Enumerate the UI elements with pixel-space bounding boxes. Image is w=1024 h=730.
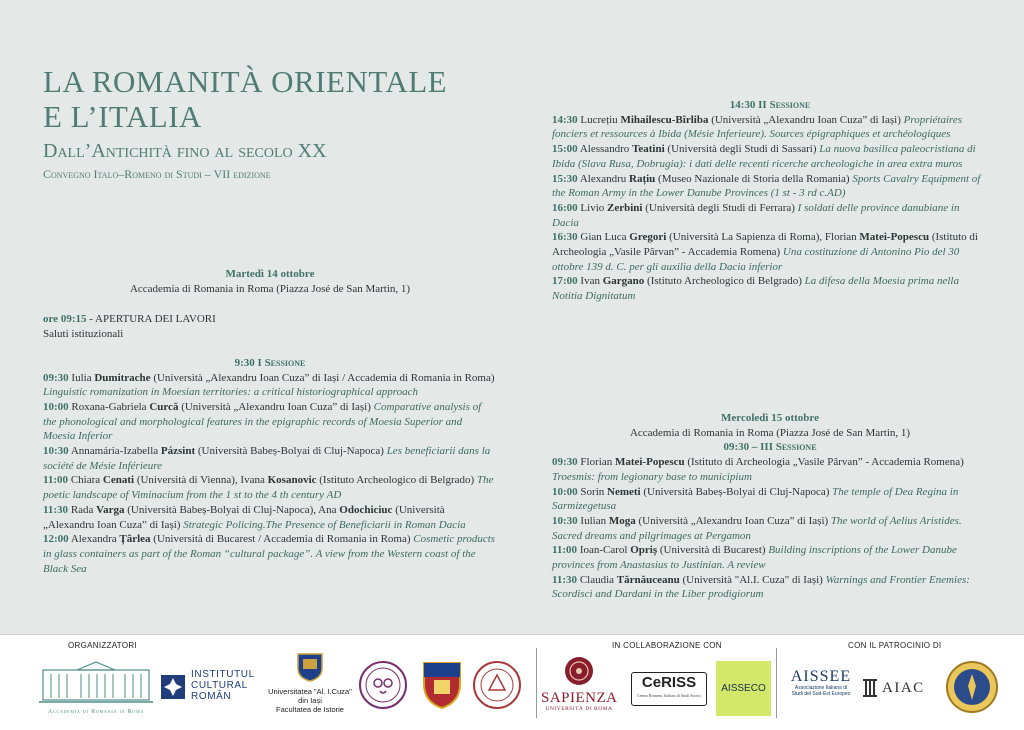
speaker-surname: Dumitrache <box>94 371 151 384</box>
sapienza-sub: UNIVERSITÀ DI ROMA <box>545 706 613 712</box>
talk-time: 17:00 <box>552 275 578 288</box>
talk-title: I soldati delle province danubiane in Dacia <box>552 201 960 229</box>
aiac-logo <box>862 678 934 702</box>
talk-time: 15:30 <box>552 172 578 185</box>
ceriss-name: CeRISS <box>641 674 697 691</box>
speaker-surname: Gargano <box>602 275 645 288</box>
speaker-surname: Opriș <box>630 544 658 557</box>
icr-logo-text <box>191 669 255 702</box>
talk-time: 15:00 <box>552 143 578 156</box>
talk-title: Comparative analysis of the phonological and morphological features in the epigraphic records of Moesia Superior and Moesia Inferior <box>43 400 482 443</box>
session1-header: 9:30 I Sessione <box>234 356 306 369</box>
speaker-firstname: Alessandro <box>577 143 633 156</box>
talk-entry <box>552 543 988 572</box>
speaker-affiliation: (Università di Vienna), Ivana <box>134 474 268 487</box>
speaker-affiliation: (Università Babeș-Bolyai di Cluj-Napoca) <box>195 445 387 458</box>
talk-entry <box>552 142 988 171</box>
aisseco-name: AISSECO <box>721 683 766 694</box>
talk-entry <box>43 473 497 502</box>
talk-entry <box>552 274 988 303</box>
talk-title: Warnings and Frontier Enemies: Scordisci and Dardani in the Liber prodigiorum <box>552 573 970 601</box>
talk-time: 10:30 <box>43 445 69 458</box>
speaker-surname: Nemeti <box>607 485 641 498</box>
talk-time: 10:00 <box>43 400 69 413</box>
talk-title: Una costituzione di Antonino Pio del 30 ottobre 139 d. C. per gli auxilia della Dacia inferior <box>552 246 960 273</box>
talk-title: Strategic Policing.The Presence of Beneficiarii in Roman Dacia <box>183 518 466 531</box>
talk-entry <box>552 230 988 274</box>
talk-title: Propriétaires fonciers et ressources à Ibida (Mésie Inferieure). Sources épigraphiques et archéologiques <box>552 113 963 141</box>
talk-time: 10:30 <box>552 514 578 527</box>
speaker-affiliation: (Università degli Studi di Ferrara) <box>642 201 798 214</box>
coauthor-affiliation: (Università „Alexandru Ioan Cuza” di Iași) <box>43 503 445 531</box>
aissee-name: AISSEE <box>790 668 852 685</box>
aissee-sub-2: Studi del Sud-Est Europeo <box>791 691 851 697</box>
talk-time: 14:30 <box>552 113 578 126</box>
ceriss-sub: Centro Romeno Italiano di Studi Storici <box>637 693 701 698</box>
patronage-label: CON IL PATROCINIO DI <box>848 641 942 650</box>
speaker-affiliation: (Università degli Studi di Sassari) <box>664 143 820 156</box>
speaker-affiliation: (Università „Alexandru Ioan Cuza” di Iași) <box>708 113 904 126</box>
title-line-2: E L’ITALIA <box>43 99 202 134</box>
opening-time: ore 09:15 <box>43 313 87 326</box>
talk-title: The world of Aelius Aristides. Sacred dreams and pilgrimages at Pergamon <box>552 514 962 542</box>
icr-line-2: CULTURAL <box>191 680 248 691</box>
talk-entry <box>552 201 988 230</box>
talk-entry <box>552 455 988 484</box>
uaic-logo <box>264 652 356 718</box>
talk-entry <box>43 444 497 473</box>
speaker-firstname: Rada <box>68 503 97 516</box>
day1-date: Martedì 14 ottobre <box>225 268 315 280</box>
speaker-firstname: Florian <box>577 456 615 469</box>
uaic-crest-icon <box>295 652 325 682</box>
owl-seal-icon <box>358 660 408 710</box>
talk-entry <box>552 485 988 514</box>
talk-entry <box>43 532 497 576</box>
day1-afternoon-column <box>552 98 988 304</box>
speaker-affiliation: (Università „Alexandru Ioan Cuza” di Iași) <box>635 514 831 527</box>
session3-header: 09:30 – III Sessione <box>723 441 817 454</box>
speaker-surname: Pázsint <box>160 445 196 458</box>
speaker-firstname: Sorin <box>577 485 608 498</box>
day2-column <box>552 411 988 602</box>
talk-title: The temple of Dea Regina in Sarmizegetusa <box>552 485 959 513</box>
speaker-affiliation: (Università di Bucarest / Accademia di Romania in Roma) <box>150 533 414 546</box>
talk-title: La nuova basilica paleocristiana di Ibida (Slava Rusa, Dobrugia): i dati delle recenti ricerche archeologiche in area extra muros <box>552 143 976 170</box>
speaker-surname: Cenati <box>102 474 135 487</box>
icr-emblem-icon <box>161 675 185 699</box>
day2-venue: Accademia di Romania in Roma (Piazza José de San Martin, 1) <box>629 426 911 439</box>
coauthor-affiliation: (Istituto di Archeologia „Vasile Pârvan” - Accademia Romena) <box>552 231 978 259</box>
organizers-label: ORGANIZZATORI <box>68 641 137 650</box>
speaker-surname: Varga <box>96 503 125 516</box>
speaker-affiliation: (Università di Bucarest) <box>657 544 769 557</box>
coauthor-affiliation: (Istituto Archeologico di Belgrado) <box>316 474 477 487</box>
coauthor-surname: Matei-Popescu <box>859 231 930 244</box>
talk-title: Linguistic romanization in Moesian territories: a critical historiographical approach <box>43 386 419 399</box>
speaker-surname: Teatini <box>632 143 665 156</box>
speaker-firstname: Lucrețiu <box>577 113 621 126</box>
session3-list <box>552 455 988 602</box>
title-line-1: LA ROMANITÀ ORIENTALE <box>43 64 448 99</box>
subtitle: Dall’Antichità fino al secolo XX <box>43 140 327 162</box>
uaic-line-1: Universitatea "Al. I.Cuza" <box>268 687 352 696</box>
talk-time: 16:30 <box>552 231 578 244</box>
accademia-logo-text: Accademia di Romania in Roma <box>47 709 145 715</box>
talk-title: Troesmis: from legionary base to municipium <box>552 470 752 483</box>
speaker-affiliation: (Museo Nazionale di Storia della Romania) <box>655 172 853 185</box>
speaker-affiliation: (Istituto di Archeologia „Vasile Pârvan” - Accademia Romena) <box>684 456 964 469</box>
speaker-firstname: Chiara <box>68 474 103 487</box>
uaic-line-2: din Iași <box>298 696 322 705</box>
coauthor-surname: Odochiciuc <box>339 503 393 516</box>
coauthor-surname: Kosanovic <box>267 474 317 487</box>
sapienza-name: SAPIENZA <box>541 690 618 706</box>
day1-venue: Accademia di Romania in Roma (Piazza José de San Martin, 1) <box>129 282 411 295</box>
session2-header: 14:30 II Sessione <box>729 99 811 111</box>
talk-entry <box>552 573 988 602</box>
speaker-affiliation: (Università Babeș-Bolyai di Cluj-Napoca) <box>640 485 833 498</box>
speaker-firstname: Alexandra <box>68 533 120 546</box>
greetings: Saluti istituzionali <box>43 328 124 341</box>
speaker-affiliation: (Istituto Archeologico di Belgrado) <box>644 275 805 288</box>
talk-time: 11:00 <box>552 544 578 557</box>
talk-time: 11:00 <box>43 474 69 487</box>
speaker-firstname: Claudia <box>577 573 617 586</box>
accademia-building-icon <box>37 660 155 704</box>
talk-entry <box>552 113 988 142</box>
talk-title: La difesa della Moesia prima nella Notitia Dignitatum <box>552 275 959 303</box>
talk-entry <box>43 371 497 400</box>
talk-entry <box>43 503 497 532</box>
talk-title: Building inscriptions of the Lower Danube provinces from Anastasius to Justinian. A review <box>552 544 957 572</box>
session1-list <box>43 371 497 577</box>
ceriss-logo <box>631 672 707 706</box>
speaker-surname: Tărnăuceanu <box>616 573 680 586</box>
aiac-column-icon <box>862 678 878 698</box>
speaker-firstname: Ivan <box>577 275 603 288</box>
accademia-logo <box>37 660 155 718</box>
sapienza-logo <box>541 656 617 718</box>
talk-time: 10:00 <box>552 485 578 498</box>
speaker-surname: Țârlea <box>119 533 151 546</box>
icr-logo <box>161 669 261 709</box>
speaker-firstname: Annamária-Izabella <box>68 445 161 458</box>
speaker-firstname: Livio <box>577 201 608 214</box>
speaker-firstname: Gian Luca <box>577 231 630 244</box>
talk-entry <box>552 514 988 543</box>
uaic-logo-text <box>264 687 356 714</box>
opening-line <box>43 312 497 327</box>
speaker-surname: Curcă <box>149 400 179 413</box>
talk-title: Sports Cavalry Equipment of the Roman Army in the Lower Danube Provinces (1 st - 3 rd c.AD) <box>552 172 981 200</box>
collaboration-label: IN COLLABORAZIONE CON <box>612 641 722 650</box>
uaic-line-3: Facultatea de Istorie <box>276 705 344 714</box>
aissee-sub-1: Associazione Italiana di <box>794 685 848 691</box>
medal-seal-icon <box>945 660 999 714</box>
aiac-name: AIAC <box>882 680 925 696</box>
archaeology-seal-icon <box>472 660 522 710</box>
speaker-firstname: Alexandru <box>577 172 629 185</box>
talk-title: Cosmetic products in glass containers as part of the Roman “cultural package”. A view from the Western coast of the Black Sea <box>43 533 496 575</box>
speaker-surname: Gregori <box>629 231 667 244</box>
talk-time: 11:30 <box>43 503 69 516</box>
talk-entry <box>552 172 988 201</box>
icr-line-3: ROMÂN <box>191 691 232 702</box>
speaker-firstname: Roxana-Gabriela <box>68 400 150 413</box>
speaker-affiliation: (Università "Al.I. Cuza" di Iași) <box>679 573 826 586</box>
day1-column <box>43 267 497 576</box>
day2-date: Mercoledì 15 ottobre <box>721 412 819 424</box>
footer-divider-left <box>536 648 537 718</box>
speaker-firstname: Iulian <box>577 514 609 527</box>
aissee-logo <box>786 668 856 708</box>
speaker-firstname: Iulia <box>68 371 95 384</box>
speaker-surname: Matei-Popescu <box>614 456 685 469</box>
speaker-surname: Zerbini <box>607 201 643 214</box>
opening-title: - APERTURA DEI LAVORI <box>86 313 216 326</box>
speaker-surname: Rațiu <box>629 172 656 185</box>
talk-time: 12:00 <box>43 533 69 546</box>
speaker-affiliation: (Università Babeș-Bolyai di Cluj-Napoca), Ana <box>124 503 340 516</box>
shield-crest-icon <box>420 660 464 710</box>
conference-edition: Convegno Italo–Romeno di Studi – VII edizione <box>43 167 271 181</box>
icr-line-1: INSTITUTUL <box>191 669 255 680</box>
speaker-surname: Mihailescu-Bîrliba <box>620 113 709 126</box>
speaker-surname: Moga <box>608 514 636 527</box>
speaker-affiliation: (Università La Sapienza di Roma), Florian <box>666 231 860 244</box>
talk-entry <box>43 400 497 444</box>
aisseco-logo <box>716 661 771 716</box>
footer-divider-right <box>776 648 777 718</box>
talk-time: 09:30 <box>552 456 578 469</box>
speaker-affiliation: (Università „Alexandru Ioan Cuza” di Iași / Accademia di Romania in Roma) <box>150 371 495 384</box>
talk-time: 16:00 <box>552 201 578 214</box>
sapienza-seal-icon <box>564 656 594 686</box>
talk-time: 11:30 <box>552 573 578 586</box>
talk-title: Les beneficiarii dans la société de Mésie Inférieure <box>43 445 491 472</box>
session2-list <box>552 113 988 304</box>
talk-title: The poetic landscape of Viminacium from the 1 st to the 4 th century AD <box>43 474 494 502</box>
speaker-affiliation: (Università „Alexandru Ioan Cuza” di Iași) <box>178 400 374 413</box>
talk-time: 09:30 <box>43 371 69 384</box>
speaker-firstname: Ioan-Carol <box>577 544 631 557</box>
